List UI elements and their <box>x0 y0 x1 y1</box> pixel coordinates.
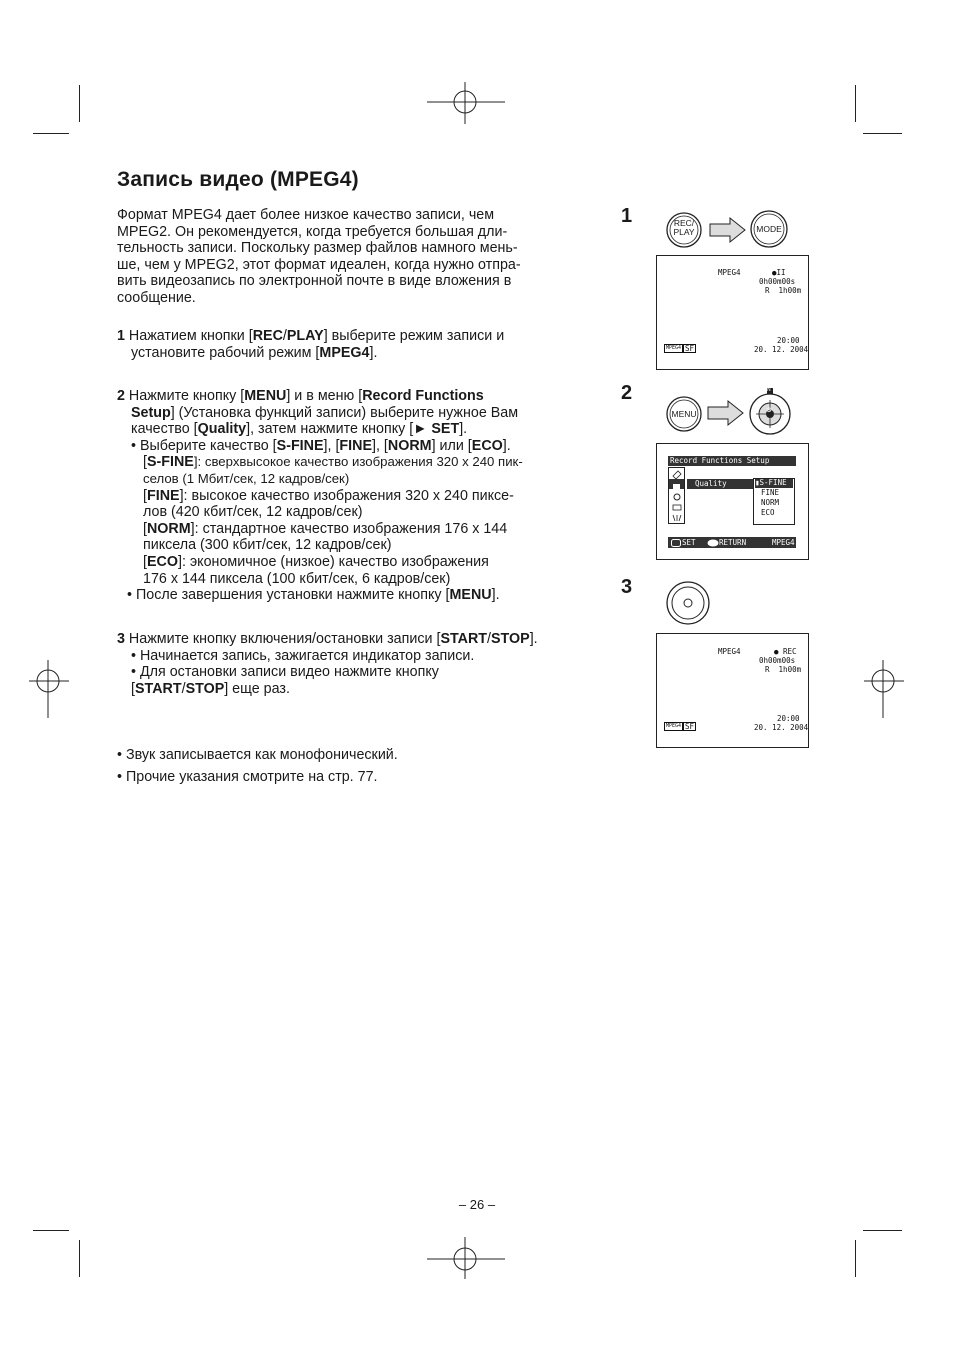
text: качество [ <box>131 421 198 438</box>
page-number: – 26 – <box>458 1197 496 1212</box>
lcd-quality-badge: SF <box>685 722 695 731</box>
text: [ <box>131 680 135 697</box>
dial-center-label: S <box>767 408 772 414</box>
lcd-screen-1 <box>656 255 809 370</box>
text: ], [ <box>372 437 388 454</box>
lcd-elapsed-time: 0h00m00s <box>759 656 796 665</box>
crop-mark <box>863 133 902 134</box>
registration-mark-left <box>27 660 71 720</box>
arrow-right-icon <box>708 216 748 244</box>
text: Нажатием кнопки [ <box>124 328 253 344</box>
text: • После завершения установки нажмите кнопку [ <box>127 587 450 604</box>
step-3 <box>117 631 562 697</box>
key-label: S-FINE <box>146 454 194 471</box>
menu-footer-return: RETURN <box>719 538 747 547</box>
text: пиксела (300 кбит/сек, 12 кадров/сек) <box>143 537 392 554</box>
step-number: 1 <box>117 328 125 344</box>
lcd-mpeg4-badge: MPEG4 <box>666 345 682 351</box>
key-label: MENU <box>449 587 492 604</box>
key-label: ► SET <box>413 421 460 438</box>
text: ], затем нажмите кнопку [ <box>246 421 414 438</box>
key-label: FINE <box>339 437 372 454</box>
key-label: PLAY <box>286 328 324 344</box>
key-label: NORM <box>146 520 191 537</box>
registration-mark-right <box>862 660 906 720</box>
key-label: Setup <box>131 404 171 421</box>
menu-category-icons <box>670 469 684 524</box>
crop-mark <box>855 85 856 122</box>
intro-line: ше, чем у MPEG2, этот формат идеален, когда нужно отпра- <box>117 256 521 273</box>
text: ]. <box>459 421 468 438</box>
lcd-quality-badge: SF <box>685 344 695 353</box>
intro-line: MPEG2. Он рекомендуется, когда требуется большая дли- <box>117 223 508 240</box>
lcd-date: 20. 12. 2004 <box>754 345 809 354</box>
crop-mark <box>33 133 69 134</box>
text: ] еще раз. <box>224 680 290 697</box>
lcd-mode: MPEG4 <box>718 268 741 277</box>
text: ] и в меню [ <box>286 388 363 404</box>
figure-number: 1 <box>621 205 633 227</box>
text: REC/ <box>673 218 695 228</box>
figure-number: 3 <box>621 576 633 598</box>
text: установите рабочий режим [ <box>131 344 320 361</box>
notes <box>117 747 562 785</box>
text: PLAY <box>673 227 695 237</box>
key-label: NORM <box>387 437 432 454</box>
text: селов (1 Мбит/сек, 12 кадров/сек) <box>143 470 350 486</box>
dial-top-label: N <box>767 387 771 393</box>
lcd-mode: MPEG4 <box>718 647 741 656</box>
text: • Начинается запись, зажигается индикатор записи. <box>131 647 475 664</box>
rec-play-label <box>665 219 703 237</box>
lcd-mpeg4-badge: MPEG4 <box>666 723 682 729</box>
text: ] или [ <box>431 437 472 454</box>
text: ] (Установка функций записи) выберите нужное Вам <box>170 404 519 421</box>
quality-option-fine: FINE <box>761 488 780 497</box>
step-1 <box>117 328 562 361</box>
step-2 <box>117 388 562 604</box>
text: S-FINE <box>759 478 787 487</box>
key-label: Record Functions <box>362 388 484 404</box>
mode-label: MODE <box>756 224 782 234</box>
text: • Выберите качество [ <box>131 437 277 454</box>
lcd-pause-indicator: ●II <box>772 268 786 277</box>
lcd-elapsed-time: 0h00m00s <box>759 277 796 286</box>
lcd-date: 20. 12. 2004 <box>754 723 809 732</box>
text: / <box>487 631 492 647</box>
text: ] выберите режим записи и <box>323 328 505 344</box>
crop-mark <box>855 1240 856 1277</box>
text: ]. <box>502 437 511 454</box>
crop-mark <box>33 1230 69 1231</box>
crop-mark <box>863 1230 902 1231</box>
menu-label: MENU <box>671 409 697 419</box>
selected-mark: ▮ <box>755 478 760 487</box>
intro-line: тельность записи. Поскольку размер файлов намного мень- <box>117 240 518 257</box>
key-label: MENU <box>244 388 287 404</box>
lcd-screen-3 <box>656 633 809 748</box>
text: ]. <box>529 631 538 647</box>
crop-mark <box>79 1240 80 1277</box>
text: [ <box>143 520 147 537</box>
joystick-dial-icon <box>748 386 796 438</box>
text: / <box>181 680 186 697</box>
quality-option-eco: ECO <box>761 508 775 517</box>
key-label: START <box>134 680 182 697</box>
key-label: STOP <box>491 631 530 647</box>
lcd-clock: 20:00 <box>777 336 800 345</box>
quality-option-sfine <box>755 479 793 488</box>
menu-button-small-icon <box>707 539 719 547</box>
menu-header: Record Functions Setup <box>668 456 796 466</box>
text: [ <box>143 487 147 504</box>
step-number: 2 <box>117 388 125 404</box>
note-item: • Звук записывается как монофонический. <box>117 747 398 763</box>
text: ]. <box>369 344 378 361</box>
text: [ <box>143 553 147 570</box>
text: ]: стандартное качество изображения 176 x 144 <box>190 520 508 537</box>
start-stop-button-icon <box>665 580 713 628</box>
key-label: START <box>440 631 488 647</box>
intro-line: Формат MPEG4 дает более низкое качество записи, чем <box>117 207 495 223</box>
key-label: Quality <box>197 421 247 438</box>
lcd-remaining: R 1h00m <box>765 286 802 295</box>
key-label: FINE <box>146 487 180 504</box>
text: [ <box>143 454 147 471</box>
intro-line: вить видеозапись по электронной почте в виде вложения в <box>117 273 512 290</box>
text: ]: сверхвысокое качество изображения 320 x 240 пик- <box>193 454 523 470</box>
text: 176 x 144 пиксела (100 кбит/сек, 6 кадров/сек) <box>143 570 451 587</box>
registration-mark-bottom <box>427 1237 507 1281</box>
key-label: ECO <box>471 437 503 454</box>
text: ]. <box>491 587 500 604</box>
text: ]: экономичное (низкое) качество изображения <box>177 553 489 570</box>
text: лов (420 кбит/сек, 12 кадров/сек) <box>143 504 363 521</box>
crop-mark <box>79 85 80 122</box>
text: ]: высокое качество изображения 320 x 240 пиксе- <box>179 487 514 504</box>
text: • Для остановки записи видео нажмите кнопку <box>131 664 439 681</box>
quality-option-norm: NORM <box>761 498 780 507</box>
text: Нажмите кнопку [ <box>124 388 245 404</box>
key-label: STOP <box>185 680 225 697</box>
figure-number: 2 <box>621 382 633 404</box>
arrow-right-icon <box>706 399 746 427</box>
step-number: 3 <box>117 631 125 647</box>
lcd-clock: 20:00 <box>777 714 800 723</box>
key-label: S-FINE <box>276 437 324 454</box>
intro-line: сообщение. <box>117 289 196 306</box>
lcd-rec-indicator: ● REC <box>774 647 797 656</box>
lcd-remaining: R 1h00m <box>765 665 802 674</box>
key-label: ECO <box>146 553 178 570</box>
text: Нажмите кнопку включения/остановки записи [ <box>124 631 441 647</box>
note-item: • Прочие указания смотрите на стр. 77. <box>117 768 378 785</box>
set-button-icon <box>671 539 681 547</box>
registration-mark-top <box>427 82 507 126</box>
intro-paragraph <box>117 207 562 307</box>
text: / <box>282 328 287 344</box>
key-label: MPEG4 <box>319 344 370 361</box>
key-label: REC <box>252 328 283 344</box>
page-title: Запись видео (MPEG4) <box>117 168 359 191</box>
text: ], [ <box>323 437 340 454</box>
menu-footer-mode: MPEG4 <box>772 538 795 547</box>
menu-footer-set: SET <box>682 538 696 547</box>
menu-quality-item: Quality <box>687 479 753 489</box>
lcd-menu-screen <box>656 443 809 560</box>
